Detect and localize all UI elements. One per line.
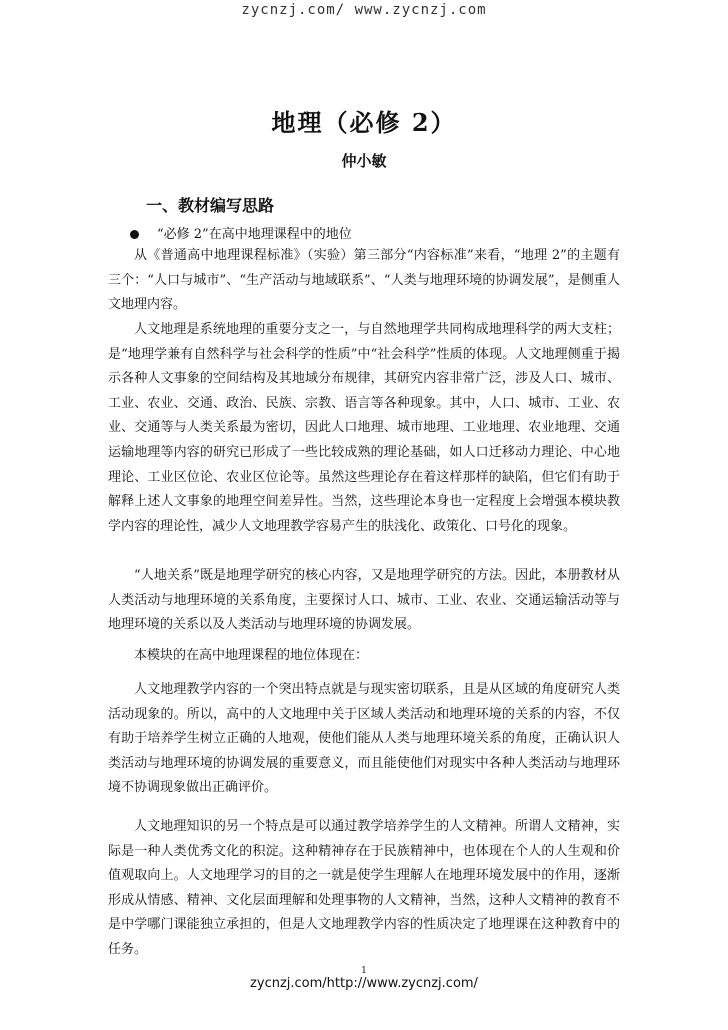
paragraph: “人地关系”既是地理学研究的核心内容，又是地理学研究的方法。因此，本册教材从人类活动与地理环境的关系角度，主要探讨人口、城市、工业、农业、交通运输活动等与地理环境的关系以及人类活动与地理环境的协调发展。 [108,568,620,633]
author-name: 仲小敏 [341,152,387,170]
paragraph: 人文地理知识的另一个特点是可以通过教学培养学生的人文精神。所谓人文精神，实际是一种人类优秀文化的积淀。这种精神存在于民族精神中，也体现在个人的人生观和价值观取向上。人文地理学习的目的之一就是使学生理解人在地理环境发展中的作用，逐渐形成从情感、精神、文化层面理解和处理事物的人文精神，当然，这种人文精神的教育不是中学哪门课能独立承担的，但是人文地理教学内容的性质决定了地理课在这种教育中的任务。 [108,819,620,957]
page-header: zycnzj.com/ www.zycnzj.com [241,2,487,18]
paragraph: 人文地理教学内容的一个突出特点就是与现实密切联系，且是从区域的角度研究人类活动现象的。所以，高中的人文地理中关于区域人类活动和地理环境的关系的内容，不仅有助于培养学生树立正确的人地观，使他们能从人类与地理环境关系的角度，正确认识人类活动与地理环境的协调发展的重要意义，而且能使他们对现实中各种人类活动与地理环境不协调现象做出正确评价。 [108,682,620,796]
page-footer [0,966,728,991]
paragraph-2-block [108,318,620,539]
section-heading: 一、教材编写思路 [146,196,275,215]
paragraph: 人文地理是系统地理的重要分支之一，与自然地理学共同构成地理科学的两大支柱；是“地理学兼有自然科学与社会科学的性质”中“社会科学”性质的体现。人文地理侧重于揭示各种人文事象的空间结构及其地域分布规律，其研究内容非常广泛，涉及人口、城市、工业、农业、交通、政治、民族、宗教、语言等各种现象。其中，人口、城市、工业、农业、交通等与人类关系最为密切，因此人口地理、城市地理、工业地理、农业地理、交通运输地理等内容的研究已形成了一些比较成熟的理论基础，如人口迁移动力理论、中心地理论、工业区位论、农业区位论等。虽然这些理论存在着这样那样的缺陷，但它们有助于解释上述人文事象的地理空间差异性。当然，这些理论本身也一定程度上会增强本模块教学内容的理论性，减少人文地理教学容易产生的肤浅化、政策化、口号化的现象。 [108,322,620,534]
paragraph-4-block [108,644,620,669]
bullet-item [130,223,352,242]
paragraph: 本模块的在高中地理课程的地位体现在： [134,648,369,663]
page-number: 1 [361,966,367,976]
footer-text: zycnzj.com/http://www.zycnzj.com/ [250,976,478,991]
bullet-text: “必修 2”在高中地理课程中的地位 [157,227,352,242]
paragraph-5-block [108,678,620,801]
paragraph-1-block [108,244,620,318]
paragraph-6-block [108,815,620,963]
paragraph-3-block [108,564,620,638]
paragraph: 从《普通高中地理课程标准》（实验）第三部分“内容标准”来看，“地理 2”的主题有三个：“人口与城市”、“生产活动与地域联系”、“人类与地理环境的协调发展”，是侧重人文地理内容。 [108,248,620,313]
document-title: 地理（必修 2） [271,108,457,137]
bullet-icon [130,230,139,239]
